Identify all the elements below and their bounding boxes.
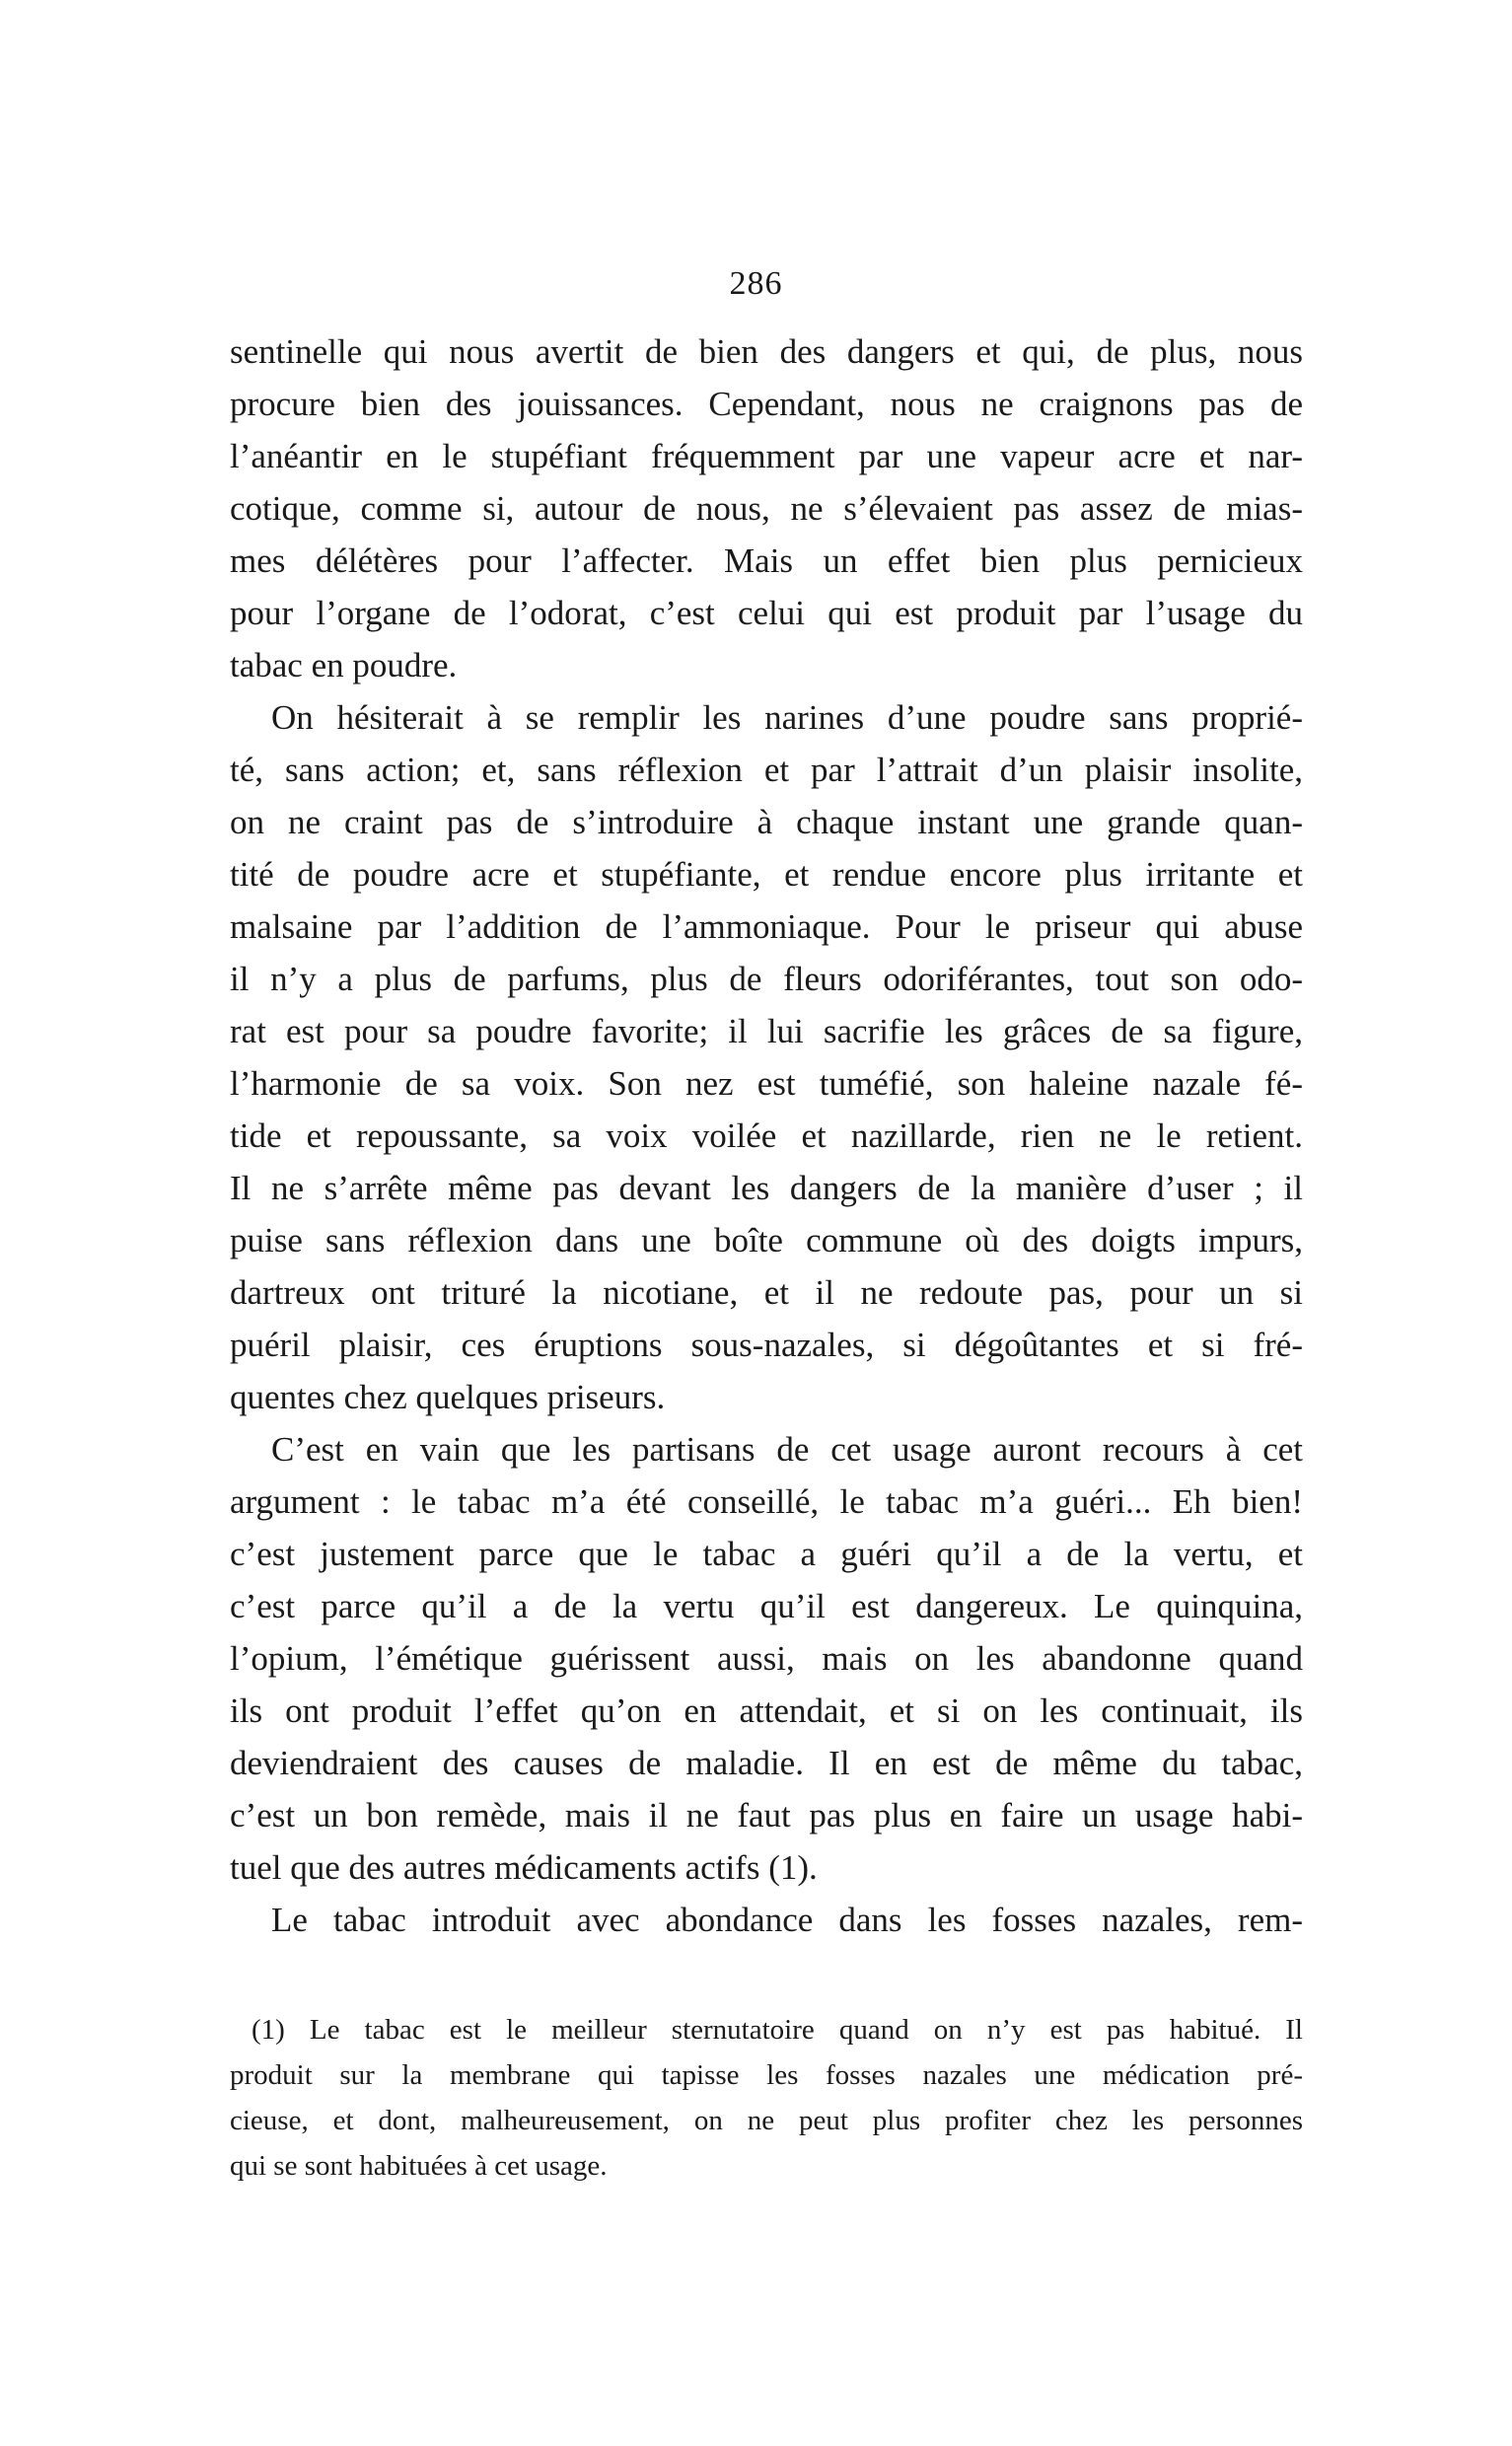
text-line: quentes chez quelques priseurs. [230,1378,666,1416]
text-line: C’est en vain que les partisans de cet usage auront recours à cet [271,1430,1303,1469]
text-line: argument : le tabac m’a été conseillé, le tabac m’a guéri... Eh bien! [230,1482,1303,1521]
text-line: l’harmonie de sa voix. Son nez est tuméfié, son haleine nazale fé- [230,1064,1303,1103]
text-line: puéril plaisir, ces éruptions sous-nazales, si dégoûtantes et si fré- [230,1326,1303,1364]
text-line: On hésiterait à se remplir les narines d’une poudre sans proprié- [271,698,1303,737]
text-line: malsaine par l’addition de l’ammoniaque. Pour le priseur qui abuse [230,907,1303,946]
text-line: il n’y a plus de parfums, plus de fleurs odoriférantes, tout son odo- [230,960,1303,998]
text-line: tide et repoussante, sa voix voilée et nazillarde, rien ne le retient. [230,1116,1303,1155]
text-line: rat est pour sa poudre favorite; il lui sacrifie les grâces de sa figure, [230,1012,1303,1050]
footnote-line: qui se sont habituées à cet usage. [230,2150,608,2182]
text-line: sentinelle qui nous avertit de bien des dangers et qui, de plus, nous [230,332,1303,371]
text-line: tabac en poudre. [230,646,458,684]
text-line: c’est justement parce que le tabac a guéri qu’il a de la vertu, et [230,1535,1303,1573]
text-line: Le tabac introduit avec abondance dans les fosses nazales, rem- [271,1901,1303,1939]
text-line: dartreux ont trituré la nicotiane, et il ne redoute pas, pour un si [230,1273,1303,1312]
page-number: 286 [729,265,783,302]
text-line: procure bien des jouissances. Cependant, nous ne craignons pas de [230,385,1303,423]
text-line: tuel que des autres médicaments actifs (1). [230,1848,818,1887]
text-line: tité de poudre acre et stupéfiante, et rendue encore plus irritante et [230,855,1303,894]
text-line: cotique, comme si, autour de nous, ne s’élevaient pas assez de mias- [230,489,1303,528]
text-line: pour l’organe de l’odorat, c’est celui qui est produit par l’usage du [230,594,1303,632]
text-line: c’est parce qu’il a de la vertu qu’il est dangereux. Le quinquina, [230,1587,1303,1625]
text-line: c’est un bon remède, mais il ne faut pas plus en faire un usage habi- [230,1796,1303,1834]
text-line: puise sans réflexion dans une boîte commune où des doigts impurs, [230,1221,1303,1259]
text-line: l’opium, l’émétique guérissent aussi, mais on les abandonne quand [230,1639,1303,1678]
body-text [230,325,1303,1946]
footnote-line: cieuse, et dont, malheureusement, on ne peut plus profiter chez les personnes [230,2105,1303,2136]
text-line: té, sans action; et, sans réflexion et par l’attrait d’un plaisir insolite, [230,751,1303,789]
text-line: mes délétères pour l’affecter. Mais un effet bien plus pernicieux [230,541,1303,580]
footnote-line: produit sur la membrane qui tapisse les fosses nazales une médication pré- [230,2059,1303,2091]
text-line: deviendraient des causes de maladie. Il en est de même du tabac, [230,1744,1303,1782]
footnote [230,2007,1303,2189]
text-line: l’anéantir en le stupéfiant fréquemment par une vapeur acre et nar- [230,437,1303,475]
text-line: on ne craint pas de s’introduire à chaque instant une grande quan- [230,803,1303,841]
footnote-line: (1) Le tabac est le meilleur sternutatoire quand on n’y est pas habitué. Il [252,2014,1303,2046]
text-line: ils ont produit l’effet qu’on en attendait, et si on les continuait, ils [230,1691,1303,1730]
text-line: Il ne s’arrête même pas devant les dangers de la manière d’user ; il [230,1169,1303,1207]
